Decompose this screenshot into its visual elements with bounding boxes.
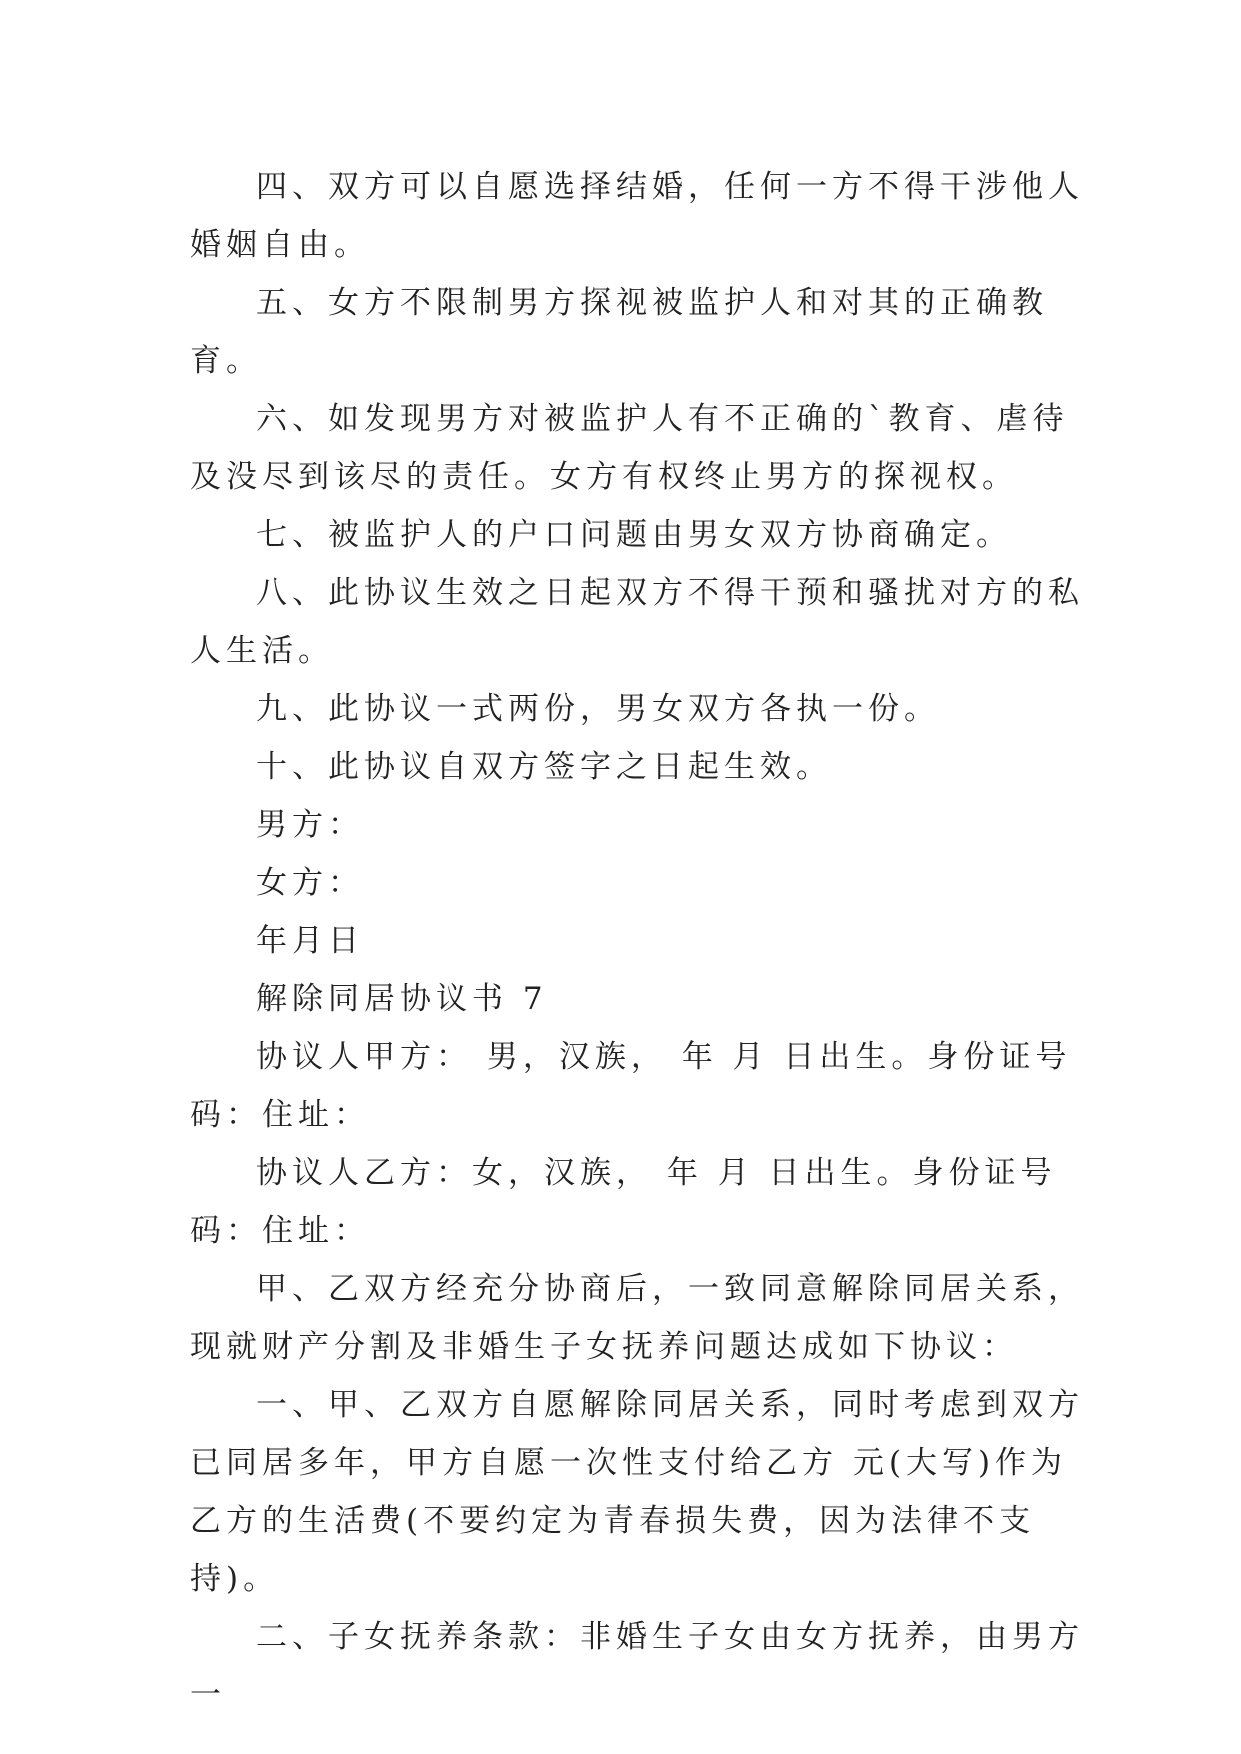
signature-male-party: 男方：: [256, 807, 364, 843]
clause-9-copies: 九、此协议一式两份，男女双方各执一份。: [256, 691, 940, 727]
preamble: 甲、乙双方经充分协商后，一致同意解除同居关系，现就财产分割及非婚生子女抚养问题达成如下协议：: [190, 1271, 1084, 1365]
clause-4-marriage-freedom: 四、双方可以自愿选择结婚，任何一方不得干涉他人婚姻自由。: [190, 169, 1084, 263]
clause-1-separation: 一、甲、乙双方自愿解除同居关系，同时考虑到双方已同居多年，甲方自愿一次性支付给乙方 元(大写)作为乙方的生活费(不要约定为青春损失费，因为法律不支持)。: [190, 1387, 1084, 1597]
party-b-info: 协议人乙方：女，汉族， 年 月 日出生。身份证号码：住址：: [190, 1155, 1057, 1249]
clause-5-visitation: 五、女方不限制男方探视被监护人和对其的正确教育。: [190, 285, 1048, 379]
signature-female-party: 女方：: [256, 865, 364, 901]
clause-2-child-support: 二、子女抚养条款：非婚生子女由女方抚养，由男方一: [190, 1619, 1084, 1713]
clause-8-no-interference: 八、此协议生效之日起双方不得干预和骚扰对方的私人生活。: [190, 575, 1084, 669]
signature-date: 年月日: [256, 923, 364, 959]
party-a-info: 协议人甲方： 男，汉族， 年 月 日出生。身份证号码：住址：: [190, 1039, 1072, 1133]
section-title: 解除同居协议书 7: [256, 981, 548, 1017]
document-body: [190, 158, 1090, 1724]
clause-7-household-registration: 七、被监护人的户口问题由男女双方协商确定。: [256, 517, 1012, 553]
clause-6-termination-of-visitation: 六、如发现男方对被监护人有不正确的`教育、虐待及没尽到该尽的责任。女方有权终止男方的探视权。: [190, 401, 1069, 495]
clause-10-effective: 十、此协议自双方签字之日起生效。: [256, 749, 832, 785]
